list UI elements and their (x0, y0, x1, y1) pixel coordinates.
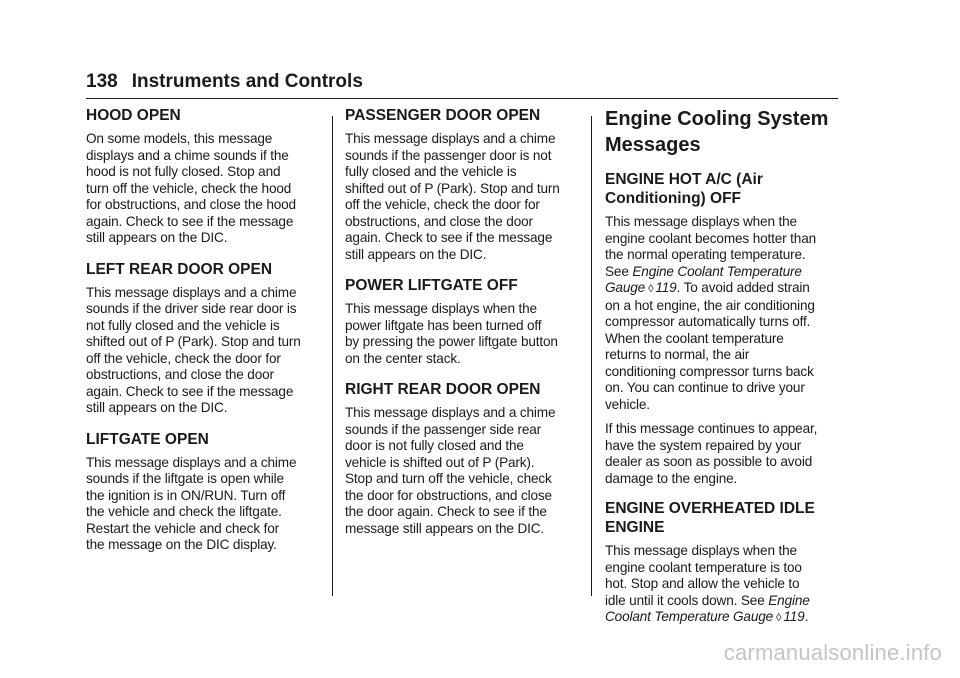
text-line: This message displays and a chime (86, 284, 297, 300)
text-line: shifted out of P (Park). Stop and turn (345, 180, 560, 196)
heading-line: ENGINE (605, 519, 665, 536)
body-engine-hot-p1 (605, 214, 845, 413)
text-line: still appears on the DIC. (345, 246, 487, 262)
text-line: the message on the DIC display. (86, 537, 277, 552)
text-line: turn off the vehicle, check the hood (86, 180, 292, 196)
text-line: for obstructions, and close the hood (86, 197, 296, 212)
text-line: engine coolant becomes hotter than (605, 230, 817, 246)
text-line: on the center stack. (345, 350, 461, 366)
cross-reference-link[interactable]: Engine (768, 592, 810, 608)
header-rule (86, 98, 838, 99)
text-line: shifted out of P (Park). Stop and turn (86, 334, 301, 349)
heading-line: Conditioning) OFF (605, 190, 742, 207)
text-line: sounds if the liftgate is open while (86, 471, 284, 486)
text-line: This message displays and a chime (345, 405, 556, 420)
cross-reference-link[interactable]: Gauge (605, 280, 646, 295)
text-line: displays and a chime sounds if the (86, 147, 289, 163)
text-line: engine coolant temperature is too (605, 559, 802, 575)
section-passenger-door-open (345, 106, 583, 263)
text-line: returns to normal, the air (605, 347, 750, 362)
text-line: . To avoid added strain (676, 280, 810, 295)
page-reference-icon: ◊ (776, 612, 782, 624)
text-line: the door for obstructions, and close (345, 487, 552, 503)
text-line: compressor automatically turns off. (605, 314, 811, 329)
page-reference-number[interactable]: 119 (655, 280, 677, 295)
text-line: power liftgate has been turned off (345, 317, 542, 333)
text-line: by pressing the power liftgate button (345, 334, 558, 349)
text-line: sounds if the passenger door is not (345, 147, 552, 163)
text-line: door is not fully closed and the (345, 438, 524, 453)
text-line: This message displays when the (345, 301, 537, 316)
text-line: fully closed and the vehicle is (345, 164, 517, 179)
title-line: Messages (605, 134, 701, 156)
heading-right-rear-door-open: RIGHT REAR DOOR OPEN (345, 381, 541, 398)
heading-power-liftgate-off: POWER LIFTGATE OFF (345, 277, 518, 294)
text-line: the normal operating temperature. (605, 247, 806, 262)
body-hood-open (86, 131, 324, 247)
section-left-rear-door-open (86, 260, 324, 417)
text-line: This message displays when the (605, 214, 797, 229)
text-line: again. Check to see if the message (345, 230, 553, 245)
column-3 (605, 106, 845, 639)
section-engine-hot-ac-off (605, 170, 845, 487)
body-engine-overheated (605, 543, 845, 627)
text-line: Stop and turn off the vehicle, check (345, 471, 552, 486)
text-line: message still appears on the DIC. (345, 520, 545, 536)
text-line: dealer as soon as possible to avoid (605, 454, 813, 469)
text-line: See (605, 263, 633, 279)
section-right-rear-door-open (345, 380, 583, 537)
text-line: On some models, this message (86, 131, 273, 146)
cross-reference-link[interactable]: Coolant Temperature Gauge (605, 609, 774, 624)
section-title-engine-cooling (605, 106, 845, 158)
text-line: If this message continues to appear, (605, 421, 818, 436)
page-header (86, 70, 838, 94)
text-line: sounds if the passenger side rear (345, 421, 542, 437)
cross-reference-link[interactable]: Engine Coolant Temperature (632, 263, 802, 279)
text-line: still appears on the DIC. (86, 230, 228, 245)
column-1 (86, 106, 324, 567)
text-line: This message displays when the (605, 543, 797, 558)
text-line: vehicle. (605, 396, 650, 412)
text-line: This message displays and a chime (86, 454, 297, 470)
text-line: again. Check to see if the message (86, 213, 294, 229)
heading-line: ENGINE HOT A/C (Air (605, 171, 763, 188)
text-line: on a hot engine, the air conditioning (605, 297, 815, 313)
page-reference-icon: ◊ (648, 283, 654, 295)
text-line: the vehicle and check the liftgate. (86, 504, 282, 519)
body-right-rear-door-open (345, 405, 583, 537)
text-line: again. Check to see if the message (86, 383, 294, 399)
text-line: hood is not fully closed. Stop and (86, 164, 281, 179)
title-line: Engine Cooling System (605, 108, 829, 130)
page-reference-number[interactable]: 119 (783, 609, 805, 624)
text-line: idle until it cools down. See (605, 592, 769, 608)
heading-left-rear-door-open: LEFT REAR DOOR OPEN (86, 260, 273, 278)
text-line: still appears on the DIC. (86, 400, 228, 415)
body-left-rear-door-open (86, 285, 324, 417)
text-line: obstructions, and close the door (86, 367, 274, 382)
body-engine-hot-p2 (605, 421, 845, 487)
heading-engine-hot-ac-off (605, 170, 845, 208)
section-liftgate-open (86, 430, 324, 554)
heading-line: ENGINE OVERHEATED IDLE (605, 500, 815, 517)
text-line: off the vehicle, check the door for (86, 350, 281, 366)
column-divider-2 (591, 116, 592, 596)
text-line: sounds if the driver side rear door is (86, 301, 297, 316)
heading-engine-overheated-idle-engine (605, 499, 845, 537)
text-line: have the system repaired by your (605, 437, 802, 453)
column-divider-1 (332, 116, 333, 596)
text-line: on. You can continue to drive your (605, 380, 805, 395)
text-line: damage to the engine. (605, 470, 738, 486)
heading-liftgate-open: LIFTGATE OPEN (86, 430, 209, 448)
watermark: carmanualsonline.info (723, 640, 942, 665)
text-line: off the vehicle, check the door for (345, 197, 540, 212)
text-line: obstructions, and close the door (345, 213, 533, 229)
page-number: 138 (86, 71, 118, 92)
text-line: Restart the vehicle and check for (86, 520, 280, 536)
body-passenger-door-open (345, 131, 583, 263)
text-line: the ignition is in ON/RUN. Turn off (86, 487, 286, 503)
text-line: . (804, 609, 809, 624)
heading-hood-open: HOOD OPEN (86, 107, 181, 124)
text-line: hot. Stop and allow the vehicle to (605, 576, 800, 591)
text-line: the door again. Check to see if the (345, 504, 547, 519)
heading-passenger-door-open: PASSENGER DOOR OPEN (345, 107, 541, 124)
text-line: vehicle is shifted out of P (Park). (345, 454, 535, 470)
section-title: Instruments and Controls (131, 71, 363, 92)
section-power-liftgate-off (345, 276, 583, 367)
text-line: When the coolant temperature (605, 330, 784, 346)
column-2 (345, 106, 583, 550)
body-liftgate-open (86, 455, 324, 554)
section-hood-open (86, 106, 324, 247)
text-line: not fully closed and the vehicle is (86, 317, 280, 333)
section-engine-overheated-idle-engine (605, 499, 845, 627)
text-line: conditioning compressor turns back (605, 363, 814, 379)
text-line: This message displays and a chime (345, 131, 556, 146)
body-power-liftgate-off (345, 301, 583, 367)
